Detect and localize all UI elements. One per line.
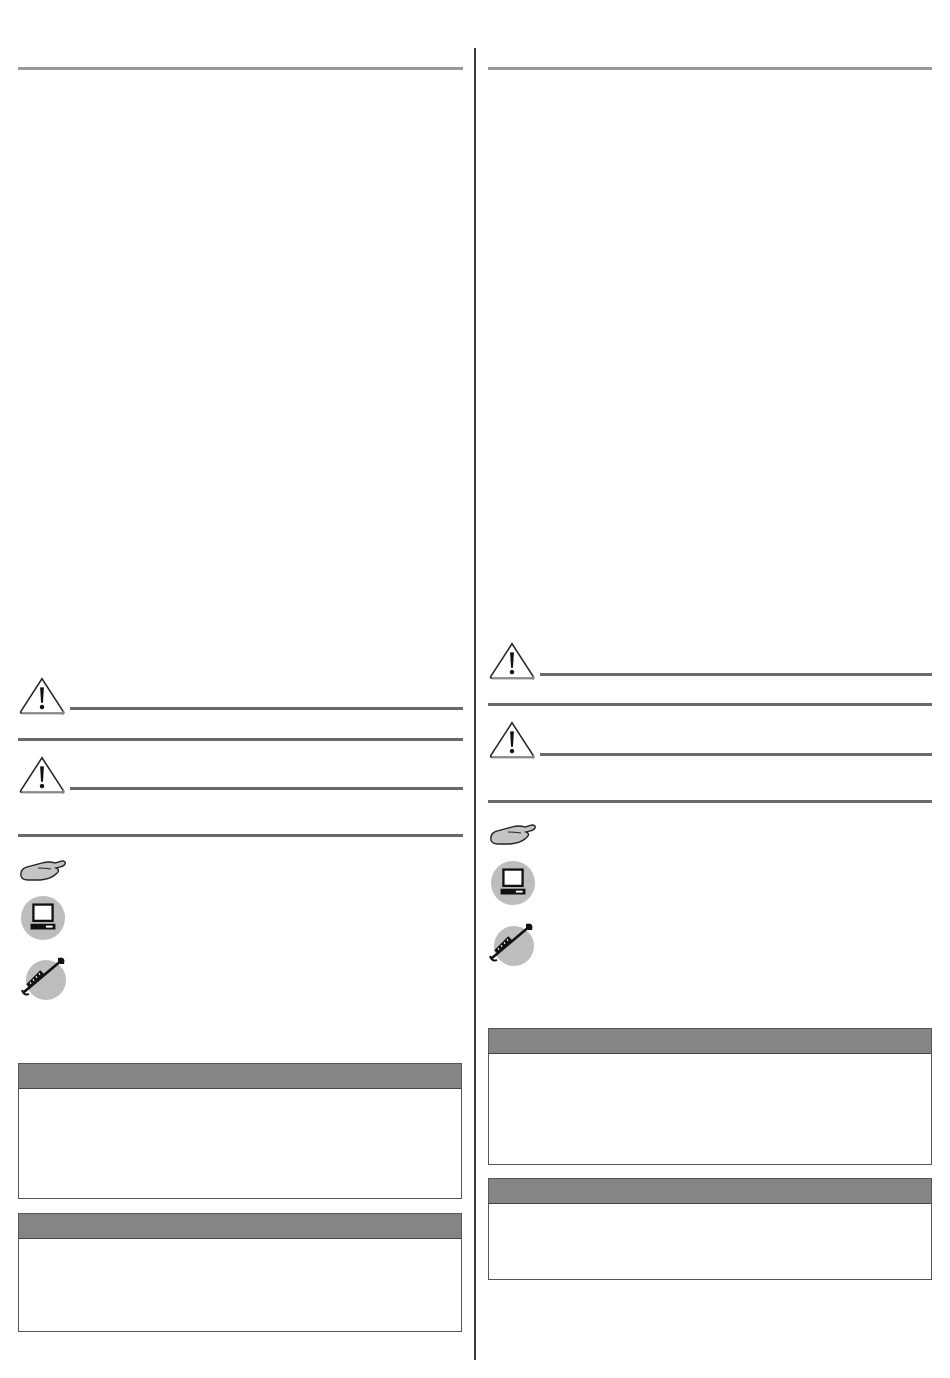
left-warning-rule-2 — [70, 787, 463, 790]
left-info-box-2-header — [19, 1214, 461, 1239]
tools-icon — [20, 952, 68, 1000]
right-top-rule — [488, 67, 932, 70]
warning-triangle-icon — [488, 720, 536, 760]
pointing-hand-icon — [18, 856, 68, 886]
right-warning-rule-2 — [540, 753, 932, 756]
left-info-box-1-header — [19, 1064, 461, 1089]
left-info-box-2 — [18, 1213, 462, 1332]
left-top-rule — [18, 67, 463, 70]
column-divider — [474, 48, 476, 1360]
right-info-box-2-header — [489, 1179, 931, 1204]
warning-triangle-icon — [18, 676, 66, 716]
left-section-rule-2 — [18, 834, 463, 837]
right-section-rule-1 — [488, 703, 932, 706]
left-info-box-2-body — [19, 1239, 461, 1255]
right-info-box-2 — [488, 1178, 932, 1280]
computer-icon — [490, 860, 536, 906]
right-warning-rule-1 — [540, 673, 932, 676]
warning-triangle-icon — [488, 641, 536, 681]
warning-triangle-icon — [18, 755, 66, 795]
pointing-hand-icon — [488, 820, 538, 850]
left-info-box-1 — [18, 1063, 462, 1199]
right-info-box-1-body — [489, 1054, 931, 1070]
left-section-rule-1 — [18, 738, 463, 741]
left-info-box-1-body — [19, 1089, 461, 1105]
right-info-box-2-body — [489, 1204, 931, 1220]
right-info-box-1-header — [489, 1029, 931, 1054]
right-info-box-1 — [488, 1028, 932, 1165]
tools-icon — [488, 918, 536, 966]
computer-icon — [20, 895, 66, 941]
right-section-rule-2 — [488, 800, 932, 803]
left-warning-rule-1 — [70, 707, 463, 710]
